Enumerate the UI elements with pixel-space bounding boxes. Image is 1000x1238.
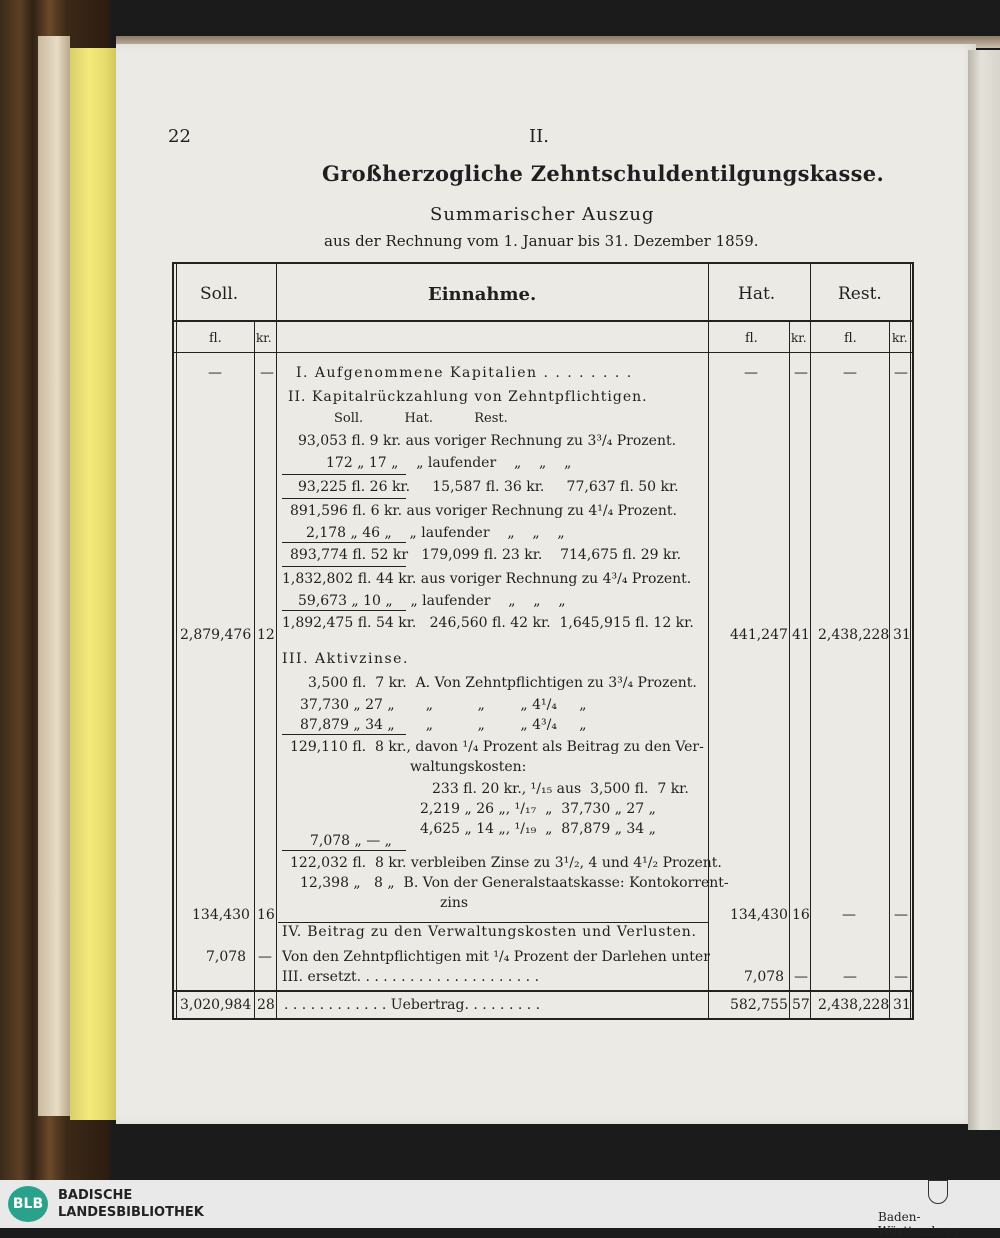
row5-rest-kr: — [894, 969, 908, 985]
detail-line: 93,053 fl. 9 kr. aus voriger Rechnung zu 3³/₄ Prozent. [298, 433, 677, 449]
row1-hat-kr: — [794, 365, 808, 381]
row1-text: I. Aufgenommene Kapitalien . . . . . . . . [296, 365, 633, 381]
row5-text: Von den Zehntpflichtigen mit ¹/₄ Prozent der Darlehen unter [282, 949, 710, 965]
detail-line: 893,774 fl. 52 kr 179,099 fl. 23 kr. 714,675 fl. 29 kr. [290, 547, 682, 563]
facing-page-edge [968, 50, 1000, 1130]
row2-rest-kr: 31 [893, 627, 911, 643]
total-rule [174, 990, 912, 992]
sum-rule [282, 610, 406, 611]
detail-line: 12,398 „ 8 „ B. Von der Generalstaatskasse: Kontokorrent- [300, 875, 729, 891]
page-subtitle-dates: aus der Rechnung vom 1. Januar bis 31. Dezember 1859. [324, 232, 759, 250]
header-soll-fl: fl. [209, 331, 222, 346]
col-line [254, 322, 255, 1018]
row-rule [278, 922, 708, 923]
library-name[interactable] [58, 1187, 204, 1221]
sum-rule [282, 566, 406, 567]
detail-line: 59,673 „ 10 „ „ laufender „ „ „ [298, 593, 566, 609]
row3-rest-fl: — [842, 907, 856, 923]
detail-line: zins [440, 895, 469, 911]
total-hat-kr: 57 [792, 997, 810, 1013]
header-rest-kr: kr. [892, 331, 908, 345]
col-line [176, 264, 177, 1018]
row5-soll-kr: — [258, 949, 272, 965]
detail-line: 129,110 fl. 8 kr., davon ¹/₄ Prozent als Beitrag zu den Ver- [290, 739, 704, 755]
library-name-line2: LANDESBIBLIOTHEK [58, 1205, 204, 1220]
detail-line: 87,879 „ 34 „ „ „ „ 4³/₄ „ [300, 717, 587, 733]
row1-soll-kr: — [260, 365, 274, 381]
row1-soll-fl: — [208, 365, 222, 381]
detail-line: waltungskosten: [410, 759, 527, 775]
detail-line: 233 fl. 20 kr., ¹/₁₅ aus 3,500 fl. 7 kr. [432, 781, 689, 797]
row3-hat-fl: 134,430 [730, 907, 788, 923]
spine-edge [38, 36, 70, 1116]
row4-text: IV. Beitrag zu den Verwaltungskosten und Verlusten. [282, 924, 697, 940]
detail-line: 1,892,475 fl. 54 kr. 246,560 fl. 42 kr. 1,645,915 fl. 12 kr. [282, 615, 694, 631]
sum-rule [282, 542, 406, 543]
row3-soll-kr: 16 [257, 907, 275, 923]
header-rule [174, 352, 912, 353]
col-line [708, 264, 709, 1018]
row5-hat-fl: 7,078 [744, 969, 785, 985]
sum-rule [282, 474, 406, 475]
section-number: II. [529, 126, 549, 147]
row2-soll-fl: 2,879,476 [180, 627, 252, 643]
row2-soll-kr: 12 [257, 627, 275, 643]
page-title: Großherzogliche Zehntschuldentilgungskasse. [322, 161, 885, 186]
row3-rest-kr: — [894, 907, 908, 923]
row3-hat-kr: 16 [792, 907, 810, 923]
header-hat-kr: kr. [791, 331, 807, 345]
row3-soll-fl: 134,430 [192, 907, 250, 923]
detail-line: 891,596 fl. 6 kr. aus voriger Rechnung zu 4¹/₄ Prozent. [290, 503, 677, 519]
total-soll-fl: 3,020,984 [180, 997, 252, 1013]
detail-line: 122,032 fl. 8 kr. verbleiben Zinse zu 3¹/₂, 4 und 4¹/₂ Prozent. [290, 855, 722, 871]
col-line [789, 322, 790, 1018]
total-soll-kr: 28 [257, 997, 275, 1013]
row2-hat-fl: 441,247 [730, 627, 788, 643]
detail-line: 37,730 „ 27 „ „ „ „ 4¹/₄ „ [300, 697, 587, 713]
row2-subcols: Soll. Hat. Rest. [334, 411, 508, 426]
coat-of-arms-icon [928, 1180, 948, 1204]
header-rest-fl: fl. [844, 331, 857, 346]
total-text: . . . . . . . . . . . . Uebertrag. . . . . . . . . [284, 997, 541, 1013]
header-rule [174, 320, 912, 322]
sum-rule [282, 734, 406, 735]
detail-line: 7,078 „ — „ [310, 833, 392, 849]
total-rest-kr: 31 [893, 997, 911, 1013]
page-subtitle: Summarischer Auszug [430, 204, 655, 225]
header-soll: Soll. [200, 284, 239, 304]
header-soll-kr: kr. [256, 331, 272, 345]
library-name-line1: BADISCHE [58, 1188, 133, 1203]
col-line [276, 264, 277, 1018]
col-line [810, 264, 811, 1018]
row1-rest-kr: — [894, 365, 908, 381]
col-line [889, 322, 890, 1018]
detail-line: 3,500 fl. 7 kr. A. Von Zehntpflichtigen zu 3³/₄ Prozent. [308, 675, 697, 691]
detail-line: 172 „ 17 „ „ laufender „ „ „ [326, 455, 572, 471]
row2-text: II. Kapitalrückzahlung von Zehntpflichtigen. [288, 389, 648, 405]
state-name[interactable]: Baden-Württemberg [878, 1210, 960, 1238]
blb-logo-icon[interactable]: BLB [8, 1186, 48, 1222]
page-edge [70, 48, 118, 1120]
detail-line: 4,625 „ 14 „, ¹/₁₉ „ 87,879 „ 34 „ [420, 821, 656, 837]
header-hat-fl: fl. [745, 331, 758, 346]
header-einnahme: Einnahme. [428, 284, 537, 305]
total-rest-fl: 2,438,228 [818, 997, 890, 1013]
row5-rest-fl: — [843, 969, 857, 985]
row2-rest-fl: 2,438,228 [818, 627, 890, 643]
page-number: 22 [168, 126, 191, 147]
sum-rule [282, 498, 406, 499]
row1-hat-fl: — [744, 365, 758, 381]
row5-hat-kr: — [794, 969, 808, 985]
row5-text: III. ersetzt. . . . . . . . . . . . . . . . . . . . . [282, 969, 540, 985]
row1-rest-fl: — [843, 365, 857, 381]
detail-line: 2,219 „ 26 „, ¹/₁₇ „ 37,730 „ 27 „ [420, 801, 656, 817]
total-hat-fl: 582,755 [730, 997, 788, 1013]
header-rest: Rest. [838, 284, 882, 304]
header-hat: Hat. [738, 284, 776, 304]
detail-line: 1,832,802 fl. 44 kr. aus voriger Rechnung zu 4³/₄ Prozent. [282, 571, 692, 587]
row3-text: III. Aktivzinse. [282, 651, 409, 667]
detail-line: 93,225 fl. 26 kr. 15,587 fl. 36 kr. 77,637 fl. 50 kr. [298, 479, 679, 495]
detail-line: 2,178 „ 46 „ „ laufender „ „ „ [306, 525, 565, 541]
row5-soll-fl: 7,078 [206, 949, 247, 965]
row2-hat-kr: 41 [792, 627, 810, 643]
sum-rule [282, 850, 406, 851]
